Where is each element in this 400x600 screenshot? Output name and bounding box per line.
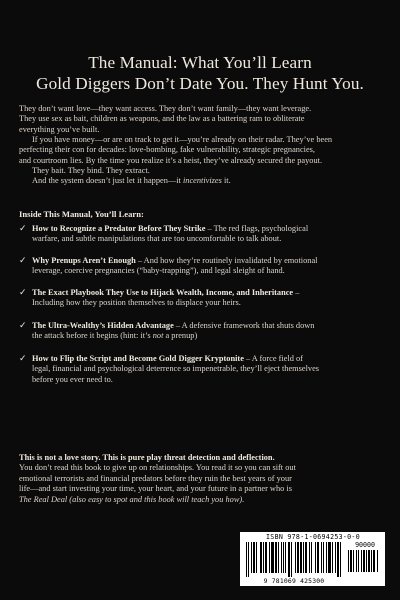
barcode-bar	[332, 542, 333, 573]
barcode-bar	[326, 542, 327, 573]
barcode-bar	[297, 542, 299, 573]
barcode-bar	[283, 542, 284, 573]
intro-p4-emphasis: incentivizes	[182, 176, 222, 186]
barcode-addon-number: 90000	[355, 541, 375, 549]
barcode-bar	[337, 542, 339, 577]
barcode-bar	[311, 542, 312, 573]
barcode-bar	[335, 542, 336, 573]
checkmark-icon: ✓	[19, 288, 27, 298]
list-item	[19, 224, 385, 245]
barcode-bar	[317, 542, 319, 573]
closing-emphasis: The Real Deal	[19, 494, 68, 504]
barcode-bar	[300, 542, 302, 573]
barcode-bar	[271, 542, 274, 573]
barcode-bar	[253, 542, 255, 573]
list-item	[19, 256, 385, 277]
barcode-bar	[323, 542, 324, 573]
barcode-bar	[366, 550, 367, 572]
barcode-bar	[328, 542, 331, 573]
item-title: The Ultra-Wealthy’s Hidden Advantage	[32, 321, 174, 330]
closing-line: life—and start investing your time, your heart, and your future in a partner who is	[19, 484, 292, 494]
barcode-bar	[265, 542, 267, 573]
section-title: Inside This Manual, You’ll Learn:	[19, 209, 144, 219]
item-desc: a prenup)	[163, 331, 198, 341]
intro-paragraph-1	[19, 104, 385, 135]
item-desc: before you ever need to.	[32, 374, 113, 384]
item-desc: – A defensive framework that shuts down	[173, 321, 315, 330]
closing-line: You don’t read this book to give up on relationships. You read it so you can sift out	[19, 463, 296, 473]
barcode-bar	[256, 542, 257, 573]
item-desc: –	[293, 288, 300, 297]
item-title: How to Recognize a Predator Before They Strike	[32, 224, 206, 233]
closing-text	[19, 453, 385, 505]
item-title: Why Prenups Aren’t Enough	[32, 256, 136, 265]
barcode-bar	[371, 550, 372, 572]
heading-line-2: Gold Diggers Don’t Date You. They Hunt You.	[36, 74, 364, 93]
barcode-bar	[315, 542, 316, 573]
list-item-text	[32, 256, 385, 277]
barcode-addon-bars	[348, 550, 382, 576]
item-title: How to Flip the Script and Become Gold Digger Kryptonite	[32, 354, 244, 363]
barcode-bar	[350, 550, 352, 572]
checkmark-icon: ✓	[19, 224, 27, 234]
barcode-bar	[246, 542, 247, 577]
barcode-bar	[263, 542, 264, 573]
barcode-bar	[373, 550, 375, 572]
barcode-bar	[248, 542, 249, 577]
intro-p2-line: If you have money—or are on track to get it—you’re already on their radar. They’ve been	[32, 135, 333, 145]
intro-p4-text: And the system doesn’t just let it happen—it	[32, 176, 183, 186]
closing-emphasis: how	[225, 494, 240, 504]
barcode-bars	[246, 542, 346, 577]
barcode-bar	[363, 550, 365, 572]
item-desc: the attack before it begins (hint: it’s	[32, 331, 153, 341]
intro-p2-line: perfecting their con for decades: love-bombing, fake vulnerability, strategic pregnancies,	[19, 145, 316, 155]
intro-p2-line: and courtroom lies. By the time you realize it’s a heist, they’ve already secured the payout.	[19, 155, 323, 165]
barcode-bar	[281, 542, 282, 573]
intro-paragraph-4	[19, 176, 385, 186]
isbn-barcode	[240, 532, 385, 586]
intro-paragraph-3: They bait. They bind. They extract.	[32, 166, 150, 176]
list-item	[19, 288, 385, 309]
item-desc: – And how they’re routinely invalidated by emotional	[135, 256, 318, 265]
item-desc-emphasis: not	[152, 331, 164, 341]
barcode-bar	[303, 542, 304, 573]
closing-bold-line: This is not a love story. This is pure play threat detection and deflection.	[19, 453, 275, 462]
list-item-text	[32, 354, 385, 385]
heading-line-1: The Manual: What You’ll Learn	[88, 53, 312, 72]
list-item-text	[32, 224, 385, 245]
intro-p1-line: everything you’ve built.	[19, 124, 100, 134]
barcode-bar	[348, 550, 349, 572]
item-desc: warfare, and subtle manipulations that are too uncomfortable to talk about.	[32, 234, 282, 244]
barcode-bar	[278, 542, 279, 573]
barcode-bar	[251, 542, 252, 573]
closing-line: (also easy to spot and this book will teach you	[67, 494, 226, 504]
checkmark-icon: ✓	[19, 256, 27, 266]
list-item-text	[32, 288, 385, 309]
barcode-bar	[269, 542, 270, 573]
barcode-bar	[340, 542, 341, 577]
list-item	[19, 354, 385, 385]
barcode-bar	[353, 550, 354, 572]
intro-paragraph-2	[19, 135, 385, 166]
barcode-bar	[285, 542, 286, 573]
list-item-text	[32, 321, 385, 342]
item-desc: – The red flags, psychological	[205, 224, 309, 233]
barcode-bar	[295, 542, 296, 573]
barcode-bar	[291, 542, 292, 577]
item-desc: – A force field of	[243, 354, 303, 363]
intro-p4-suffix: it.	[221, 176, 231, 186]
cover-heading	[0, 52, 400, 94]
barcode-bar	[260, 542, 262, 573]
barcode-bar	[377, 550, 378, 572]
barcode-bar	[356, 550, 357, 572]
checkmark-icon: ✓	[19, 354, 27, 364]
checkmark-icon: ✓	[19, 321, 27, 331]
barcode-bar	[275, 542, 277, 573]
intro-p1-line: They don’t want love—they want access. They don’t want family—they want leverage.	[19, 104, 312, 113]
item-desc: Including how they position themselves to displace your heirs.	[32, 298, 241, 308]
barcode-bar	[361, 550, 362, 572]
barcode-bar	[309, 542, 310, 573]
list-item	[19, 321, 385, 342]
intro-text	[19, 104, 385, 187]
barcode-bar	[368, 550, 370, 572]
barcode-digits: 9 781069 425300	[263, 577, 325, 585]
item-desc: leverage, coercive pregnancies (“baby-trapping”), and legal sleight of hand.	[32, 266, 285, 276]
barcode-bar	[358, 550, 359, 572]
barcode-bar	[305, 542, 307, 573]
closing-line: ).	[239, 494, 245, 504]
item-desc: legal, financial and psychological deterrence so impenetrable, they’ll eject themselves	[32, 364, 320, 374]
barcode-bar	[321, 542, 322, 573]
barcode-bar	[288, 542, 290, 577]
intro-p1-line: They use sex as bait, children as weapons, and the law as a battering ram to obliterate	[19, 114, 305, 124]
item-title: The Exact Playbook They Use to Hijack Wealth, Income, and Inheritance	[32, 288, 294, 297]
isbn-text: ISBN 978-1-0694253-0-0	[266, 533, 360, 541]
closing-line: emotional terrorists and financial predators before they ruin the best years of your	[19, 473, 292, 483]
